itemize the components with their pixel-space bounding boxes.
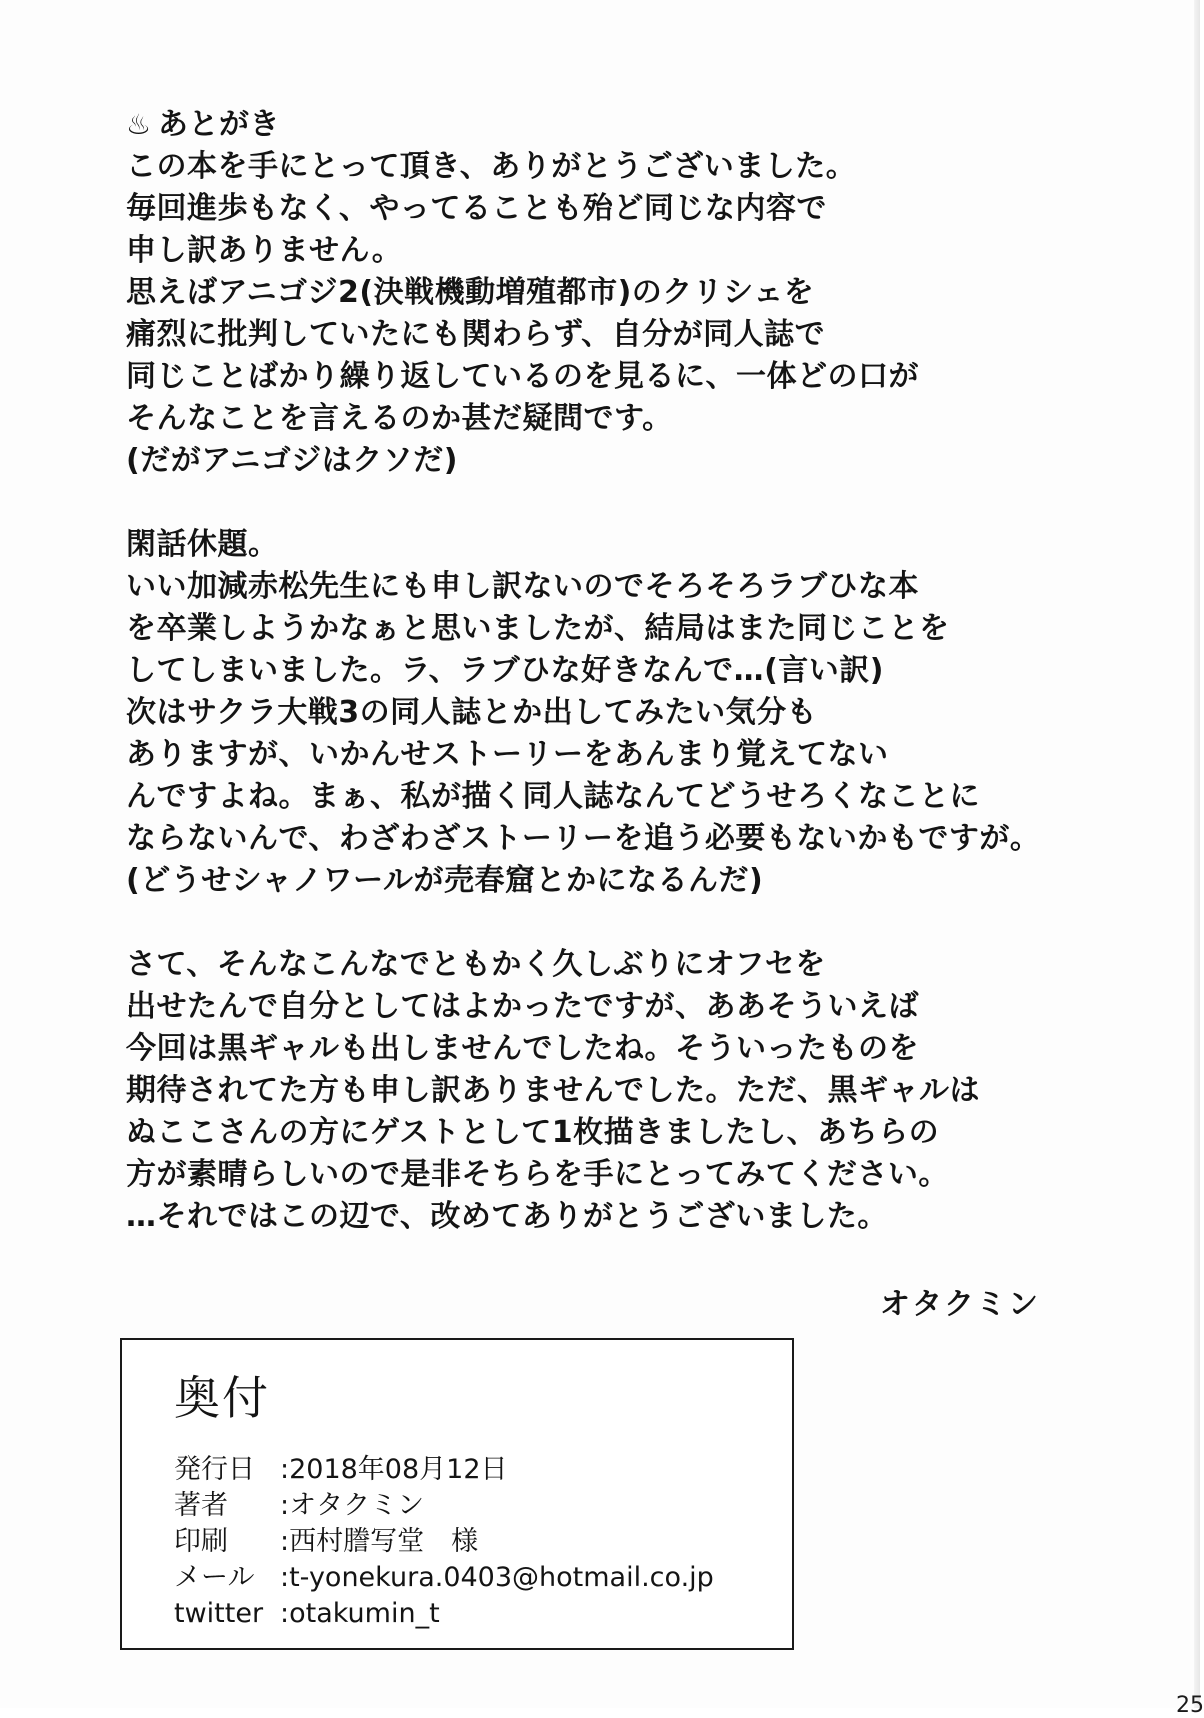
text-line: …それではこの辺で、改めてありがとうございました。 [126,1199,888,1234]
colophon-row-publish-date [174,1452,774,1488]
colophon-row-printer [174,1524,774,1560]
text-line: この本を手にとって頂き、ありがとうございました。 [126,149,857,184]
text-line: 思えばアニゴジ2(決戦機動増殖都市)のクリシェを [126,275,815,310]
colophon-title: 奥付 [174,1371,270,1425]
text-line: ぬここさんの方にゲストとして1枚描きましたし、あちらの [126,1115,940,1150]
afterword-heading [126,104,1126,146]
colophon-value: :t-yonekura.0403@hotmail.co.jp [280,1562,714,1593]
paragraph-1 [126,146,1126,482]
colophon-value: :otakumin_t [280,1598,440,1629]
colophon-row-email [174,1560,774,1596]
paragraph-spacer [126,902,1126,944]
colophon-label: 著者 [174,1490,228,1521]
afterword-heading-text: あとがき [158,107,280,142]
text-line: (どうせシャノワールが売春窟とかになるんだ) [126,863,764,898]
text-line: んですよね。まぁ、私が描く同人誌なんてどうせろくなことに [126,779,980,814]
colophon-row-author [174,1488,774,1524]
colophon-label: twitter [174,1598,264,1629]
text-line: 同じことばかり繰り返しているのを見るに、一体どの口が [126,359,919,394]
text-line: 痛烈に批判していたにも関わらず、自分が同人誌で [126,317,826,352]
binding-edge [1194,0,1200,1708]
colophon-value: :オタクミン [280,1490,425,1521]
text-line: 申し訳ありません。 [126,233,403,268]
text-line: 毎回進歩もなく、やってることも殆ど同じな内容で [126,191,827,226]
colophon-details [174,1452,774,1632]
text-line: そんなことを言えるのか甚だ疑問です。 [126,401,673,436]
hot-spring-icon: ♨ [126,108,152,141]
text-line: 期待されてた方も申し訳ありませんでした。ただ、黒ギャルは [126,1073,980,1108]
colophon-row-twitter [174,1596,774,1632]
colophon-label: メール [174,1562,255,1593]
text-line: いい加減赤松先生にも申し訳ないのでそろそろラブひな本 [126,569,919,604]
paragraph-3 [126,944,1126,1238]
paragraph-2 [126,524,1126,902]
colophon-label: 印刷 [174,1526,228,1557]
text-line: ありますが、いかんせストーリーをあんまり覚えてない [126,737,889,772]
text-line: 次はサクラ大戦3の同人誌とか出してみたい気分も [126,695,818,730]
text-line: ならないんで、わざわざストーリーを追う必要もないかもですが。 [126,821,1041,856]
afterword-section [126,104,1126,1238]
text-line: してしまいました。ラ、ラブひな好きなんで…(言い訳) [126,653,885,688]
text-line: (だがアニゴジはクソだ) [126,443,458,478]
page-number: 25 [1176,1693,1204,1718]
text-line: 方が素晴らしいので是非そちらを手にとってみてください。 [126,1157,949,1192]
text-line: 閑話休題。 [126,527,279,562]
text-line: 今回は黒ギャルも出しませんでしたね。そういったものを [126,1031,919,1066]
colophon-box [120,1338,794,1650]
text-line: 出せたんで自分としてはよかったですが、ああそういえば [126,989,919,1024]
text-line: さて、そんなこんなでともかく久しぶりにオフセを [126,947,826,982]
colophon-value: :2018年08月12日 [280,1454,508,1485]
paragraph-spacer [126,482,1126,524]
colophon-label: 発行日 [174,1454,255,1485]
author-signature: オタクミン [880,1287,1040,1322]
text-line: を卒業しようかなぁと思いましたが、結局はまた同じことを [126,611,950,646]
colophon-value: :西村謄写堂 様 [280,1526,479,1557]
